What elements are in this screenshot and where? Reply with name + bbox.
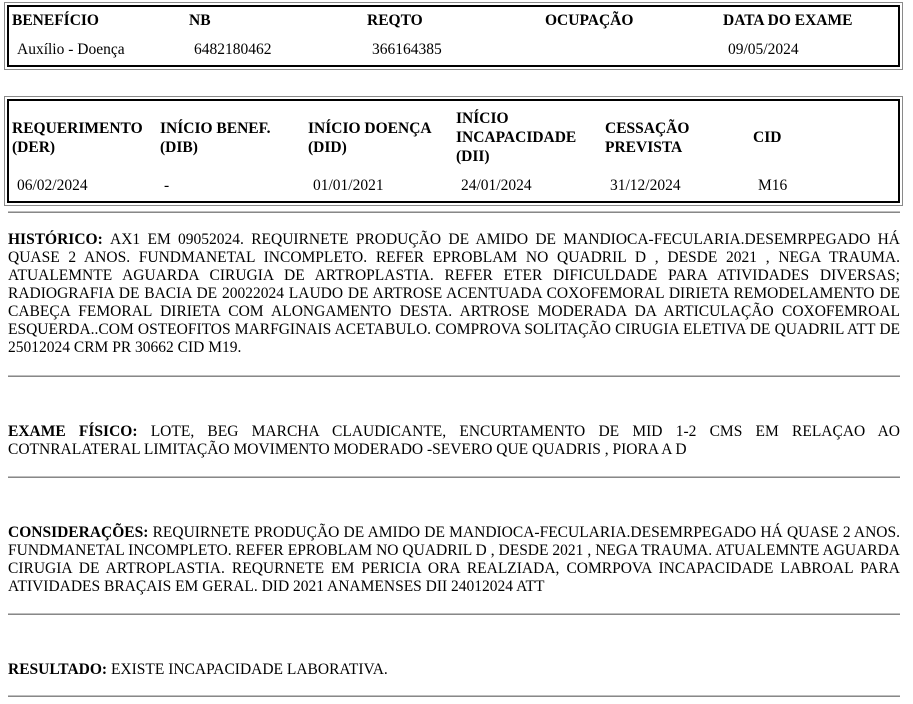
header-ocupacao: OCUPAÇÃO <box>545 12 634 29</box>
historico-label: HISTÓRICO: <box>8 231 111 248</box>
header-nb: NB <box>189 12 211 29</box>
resultado-label: RESULTADO: <box>8 661 111 678</box>
header-data-exame: DATA DO EXAME <box>723 12 853 29</box>
value-did: 01/01/2021 <box>313 177 384 194</box>
value-reqto: 366164385 <box>372 41 442 58</box>
divider <box>8 211 900 213</box>
header-cessacao: CESSAÇÃO PREVISTA <box>605 120 690 156</box>
value-dii: 24/01/2024 <box>461 177 532 194</box>
exame-fisico-section <box>8 423 900 459</box>
header-did: INÍCIO DOENÇA (DID) <box>308 120 431 156</box>
consideracoes-text: REQUIRNETE PRODUÇÃO DE AMIDO DE MANDIOCA-FECULARIA.DESEMRPEGADO HÁ QUASE 2 ANOS. FUNDMANETAL INCOMPLETO. REFER EPROBLAM NO QUADRIL D , DESDE 2021 , NEGA TRAUMA. ATUALEMNTE AGUARDA CIRUGIA DE ARTROPLASTIA. REQURNETE EM PERICIA ORA REALZIADA, COMRPOVA INCAPACIDADE LABROAL PARA ATIVIDADES BRAÇAIS EM GERAL. DID 2021 ANAMENSES DII 24012024 ATT <box>8 524 900 595</box>
value-der: 06/02/2024 <box>17 177 88 194</box>
value-beneficio: Auxílio - Doença <box>17 41 125 58</box>
value-nb: 6482180462 <box>194 41 272 58</box>
dates-box <box>7 99 900 203</box>
header-der: REQUERIMENTO (DER) <box>12 120 143 156</box>
consideracoes-label: CONSIDERAÇÕES: <box>8 524 153 541</box>
exame-fisico-text: LOTE, BEG MARCHA CLAUDICANTE, ENCURTAMENTO DE MID 1-2 CMS EM RELAÇAO AO COTNRALATERAL LIMITAÇÃO MOVIMENTO MODERADO -SEVERO QUE QUADRIS , PIORA A D <box>8 423 900 458</box>
divider <box>8 375 900 377</box>
exame-fisico-label: EXAME FÍSICO: <box>8 423 151 440</box>
value-cid: M16 <box>758 177 788 194</box>
resultado-section <box>8 661 900 679</box>
header-cid: CID <box>753 129 782 146</box>
value-data-exame: 09/05/2024 <box>728 41 799 58</box>
header-reqto: REQTO <box>367 12 423 29</box>
value-cessacao: 31/12/2024 <box>610 177 681 194</box>
divider <box>8 476 900 478</box>
summary-box <box>7 5 900 67</box>
consideracoes-section <box>8 524 900 596</box>
historico-section <box>8 231 900 357</box>
header-dib: INÍCIO BENEF. (DIB) <box>160 120 271 156</box>
header-dii: INÍCIO INCAPACIDADE (DII) <box>456 110 577 165</box>
value-dib: - <box>164 177 170 194</box>
divider <box>8 695 900 697</box>
resultado-text: EXISTE INCAPACIDADE LABORATIVA. <box>110 661 388 678</box>
divider <box>8 613 900 615</box>
header-beneficio: BENEFÍCIO <box>12 12 99 29</box>
historico-text: AX1 EM 09052024. REQUIRNETE PRODUÇÃO DE AMIDO DE MANDIOCA-FECULARIA.DESEMRPEGADO HÁ QUASE 2 ANOS. FUNDMANETAL INCOMPLETO. REFER EPROBLAM NO QUADRIL D , DESDE 2021 , NEGA TRAUMA. ATUALEMNTE AGUARDA CIRUGIA DE ARTROPLASTIA. REFER ETER DIFICULDADE PARA ATIVIDADES DIVERSAS; RADIOGRAFIA DE BACIA DE 20022024 LAUDO DE ARTROSE ACENTUADA COXOFEMORAL DIRIETA REMODELAMENTO DE CABEÇA FEMORAL DIRIETA COM ALONGAMENTO DESTA. ARTROSE MODERADA DA ARTICULAÇÃO COXOFEMROAL ESQUERDA..COM OSTEOFITOS MARFGINAIS ACETABULO. COMPROVA SOLITAÇÃO CIRUGIA ELETIVA DE QUADRIL ATT DE 25012024 CRM PR 30662 CID M19. <box>8 231 900 356</box>
